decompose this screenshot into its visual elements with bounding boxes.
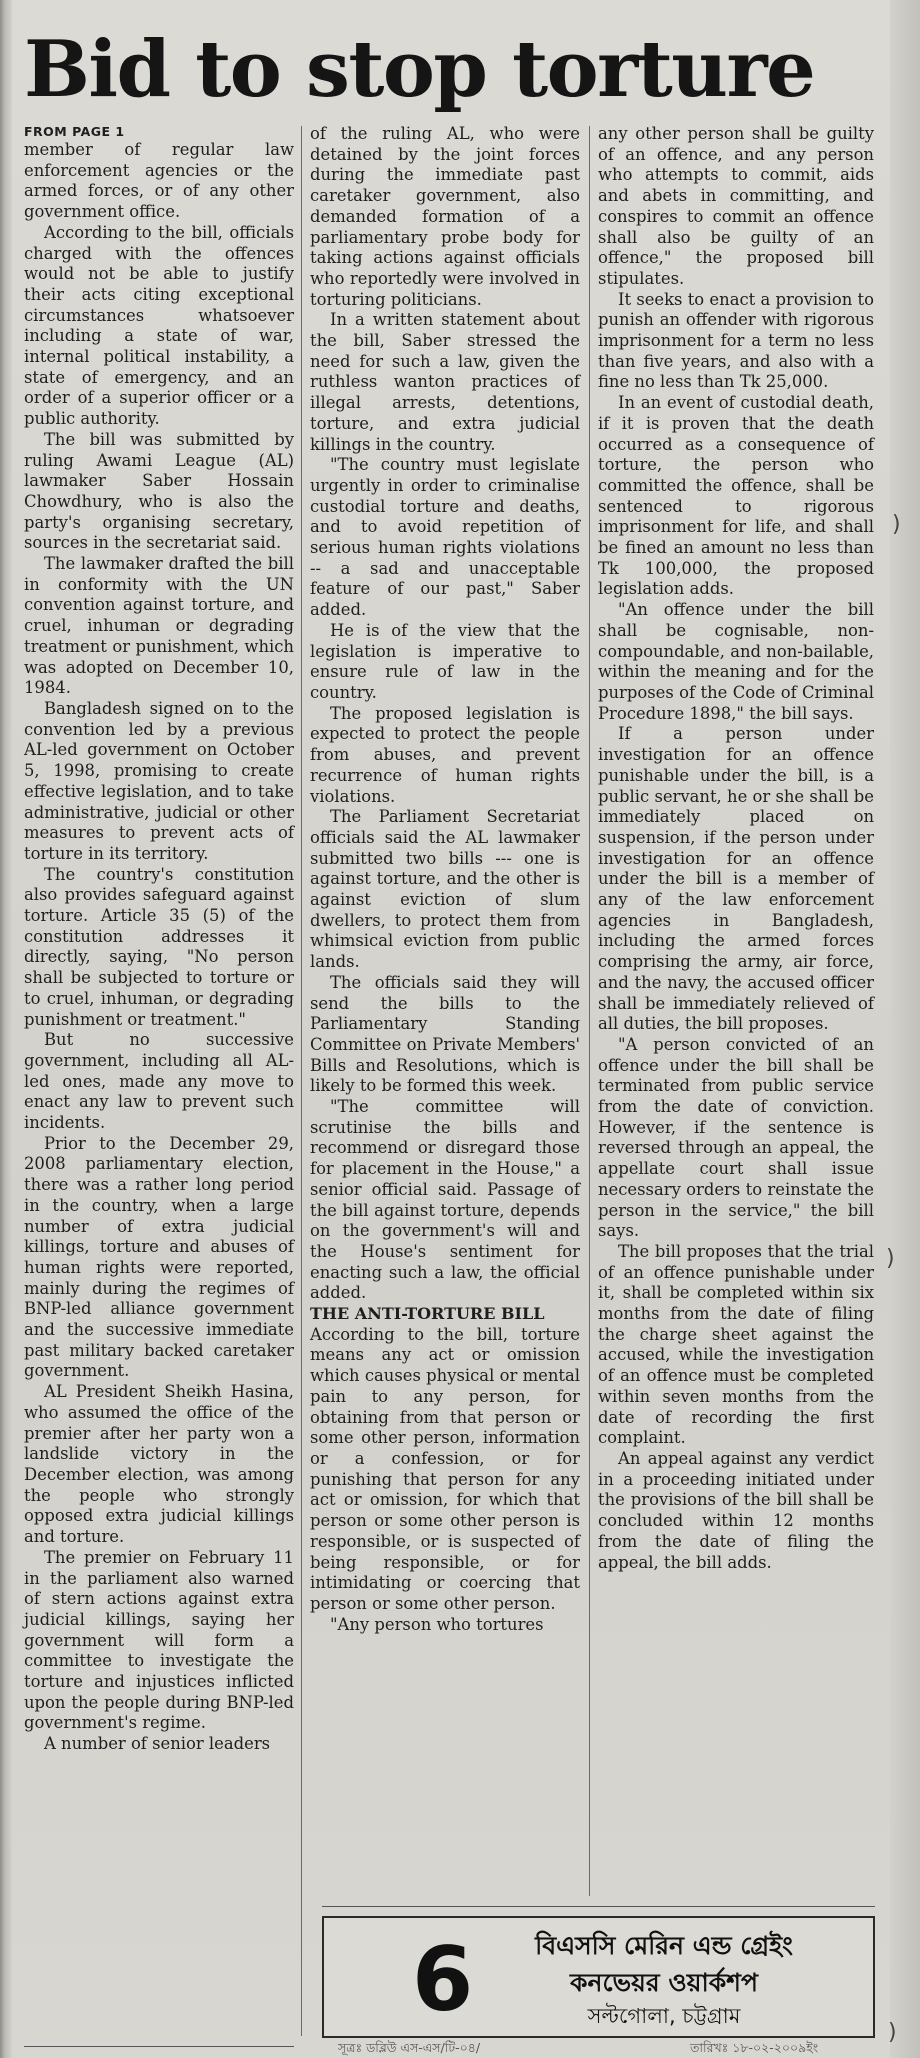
paragraph: "An offence under the bill shall be cognisable, non-compoundable, and non-bailable, within the meaning and for the purposes of the Code of Criminal Procedure 1898," the bill says. [598,600,874,723]
paragraph: If a person under investigation for an offence punishable under the bill, is a public servant, he or she shall be immediately placed on suspension, if the person under investigation for an offence under the bill is a member of any of the law enforcement agencies in Bangladesh, including the armed forces comprising the army, air force, and the navy, the accused officer shall be immediately relieved of all duties, the bill proposes. [598,724,874,1034]
paragraph: The premier on February 11 in the parliament also warned of stern actions against extra judicial killings, saying her government will form a committee to investigate the torture and injustices inflicted upon the people during BNP-led government's regime. [24,1547,294,1733]
paragraph: The bill was submitted by ruling Awami League (AL) lawmaker Saber Hossain Chowdhury, who is also the party's organising secretary, sources in the secretariat said. [24,429,294,553]
paragraph: "The country must legislate urgently in order to criminalise custodial torture and deaths, and to avoid repetition of serious human rights violations -- a sad and unacceptable feature of our past," Saber added. [310,455,580,620]
paragraph: A number of senior leaders [44,1734,271,1754]
article-column-2 [310,124,580,1635]
ad-top-rule [322,1906,875,1907]
paragraph: In an event of custodial death, if it is proven that the death occurred as a consequence of torture, the person who committed the offence, shall be sentenced to rigorous imprisonment for life, and shall be fined an amount no less than Tk 100,000, the proposed legislation adds. [598,393,874,599]
paragraph: The Parliament Secretariat officials said the AL lawmaker submitted two bills --- one is against torture, and the other is against eviction of slum dwellers, to protect them from whimsical eviction from public lands. [310,807,580,972]
paragraph: The country's constitution also provides safeguard against torture. Article 35 (5) of the constitution addresses it directly, saying, "No person shall be subjected to torture or to cruel, inhuman, or degrading punishment or treatment." [24,864,294,1029]
paragraph: But no successive government, including all AL-led ones, made any move to enact any law to prevent such incidents. [24,1030,294,1133]
paragraph: The lawmaker drafted the bill in conformity with the UN convention against torture, and cruel, inhuman or degrading treatment or punishment, which was adopted on December 10, 1984. [24,554,294,698]
page-left-edge [0,0,12,2058]
paragraph: of the ruling AL, who were detained by the joint forces during the immediate past caretaker government, also demanded formation of a parliamentary probe body for taking actions against officials who reportedly were involved in torturing politicians. [310,124,580,309]
page-right-edge [890,0,920,2058]
paragraph: In a written statement about the bill, Saber stressed the need for such a law, given the ruthless wanton practices of illegal arrests, detentions, torture, and extra judicial killings in the country. [310,310,580,454]
paragraph: member of regular law enforcement agencies or the armed forces, or of any other government office. [24,140,294,222]
ad-date: তারিখঃ ১৮-০২-২০০৯ইং [690,2040,819,2055]
ad-number: 6 [412,1928,474,2031]
column-divider [589,126,590,1896]
paragraph: An appeal against any verdict in a proceeding initiated under the provisions of the bill shall be concluded within 12 months from the date of filing the appeal, the bill adds. [598,1449,874,1572]
article-column-1 [24,124,294,1755]
paper-tear-mark: ) [888,2020,897,2045]
ad-location: সল্টগোলা, চট্টগ্রাম [587,2004,741,2028]
paragraph: "Any person who tortures [330,1614,544,1634]
paper-tear-mark: ) [886,1246,895,1271]
article-headline: Bid to stop torture [24,24,815,115]
ad-reference: সূত্রঃ ডব্লিউ এস-এস/টি-০৪/ [338,2040,481,2055]
tender-advertisement [322,1916,875,2038]
paragraph: "A person convicted of an offence under the bill shall be terminated from public service from the date of conviction. However, if the sentence is reversed through an appeal, the appellate court shall issue necessary orders to reinstate the person in the service," the bill says. [598,1034,874,1241]
paragraph: any other person shall be guilty of an offence, and any person who attempts to commit, aids and abets in committing, and conspires to commit an offence shall also be guilty of an offence," the proposed bill stipulates. [598,124,874,288]
paragraph: It seeks to enact a provision to punish an offender with rigorous imprisonment for a term no less than five years, and also with a fine no less than Tk 25,000. [598,289,874,392]
paragraph: According to the bill, torture means any act or omission which causes physical or mental pain to any person, for obtaining from that person or some other person, information or a confession, or for punishing that person for any act or omission, for which that person or some other person is responsible, or is suspected of being responsible, or for intimidating or coercing that person or some other person. [310,1324,580,1613]
paragraph: He is of the view that the legislation is imperative to ensure rule of law in the country. [310,620,580,702]
paragraph: The proposed legislation is expected to protect the people from abuses, and prevent recurrence of human rights violations. [310,703,580,806]
paragraph: Prior to the December 29, 2008 parliamentary election, there was a rather long period in the country, when a large number of extra judicial killings, torture and abuses of human rights were reported, mainly during the regimes of BNP-led alliance government and the successive immediate past military backed caretaker government. [24,1133,294,1381]
paragraph: The bill proposes that the trial of an offence punishable under it, shall be completed within six months from the date of filing the charge sheet against the accused, while the investigation of an offence must be completed within seven months from the date of recording the first complaint. [598,1241,874,1448]
paragraph: Bangladesh signed on to the convention led by a previous AL-led government on October 5, 1998, promising to create effective legislation, and to take administrative, judicial or other measures to prevent acts of torture in its territory. [24,698,294,863]
article-column-3 [598,124,874,1573]
column-divider [301,126,302,2036]
ad-title-line-2: কনভেয়র ওয়ার্কশপ [570,1968,758,1997]
paragraph: "The committee will scrutinise the bills and recommend or disregard those for placement in the House," a senior official said. Passage of the bill against torture, depends on the government's will and the House's sentiment for enacting such a law, the official added. [310,1097,580,1303]
continuation-kicker: FROM PAGE 1 [24,124,125,139]
paper-tear-mark: ) [892,512,901,537]
paragraph: AL President Sheikh Hasina, who assumed the office of the premier after her party won a landslide victory in the December election, was among the people who strongly opposed extra judicial killings and torture. [24,1382,294,1547]
column-bottom-rule [24,2046,294,2047]
section-subhead: THE ANTI-TORTURE BILL [310,1304,545,1324]
paragraph: According to the bill, officials charged with the offences would not be able to justify their acts citing exceptional circumstances whatsoever including a state of war, internal political instability, a state of emergency, and an order of a superior officer or a public authority. [24,222,294,429]
paragraph: The officials said they will send the bills to the Parliamentary Standing Committee on Private Members' Bills and Resolutions, which is likely to be formed this week. [310,972,580,1096]
ad-title-line-1: বিএসসি মেরিন এন্ড গ্রেইং [535,1931,793,1960]
